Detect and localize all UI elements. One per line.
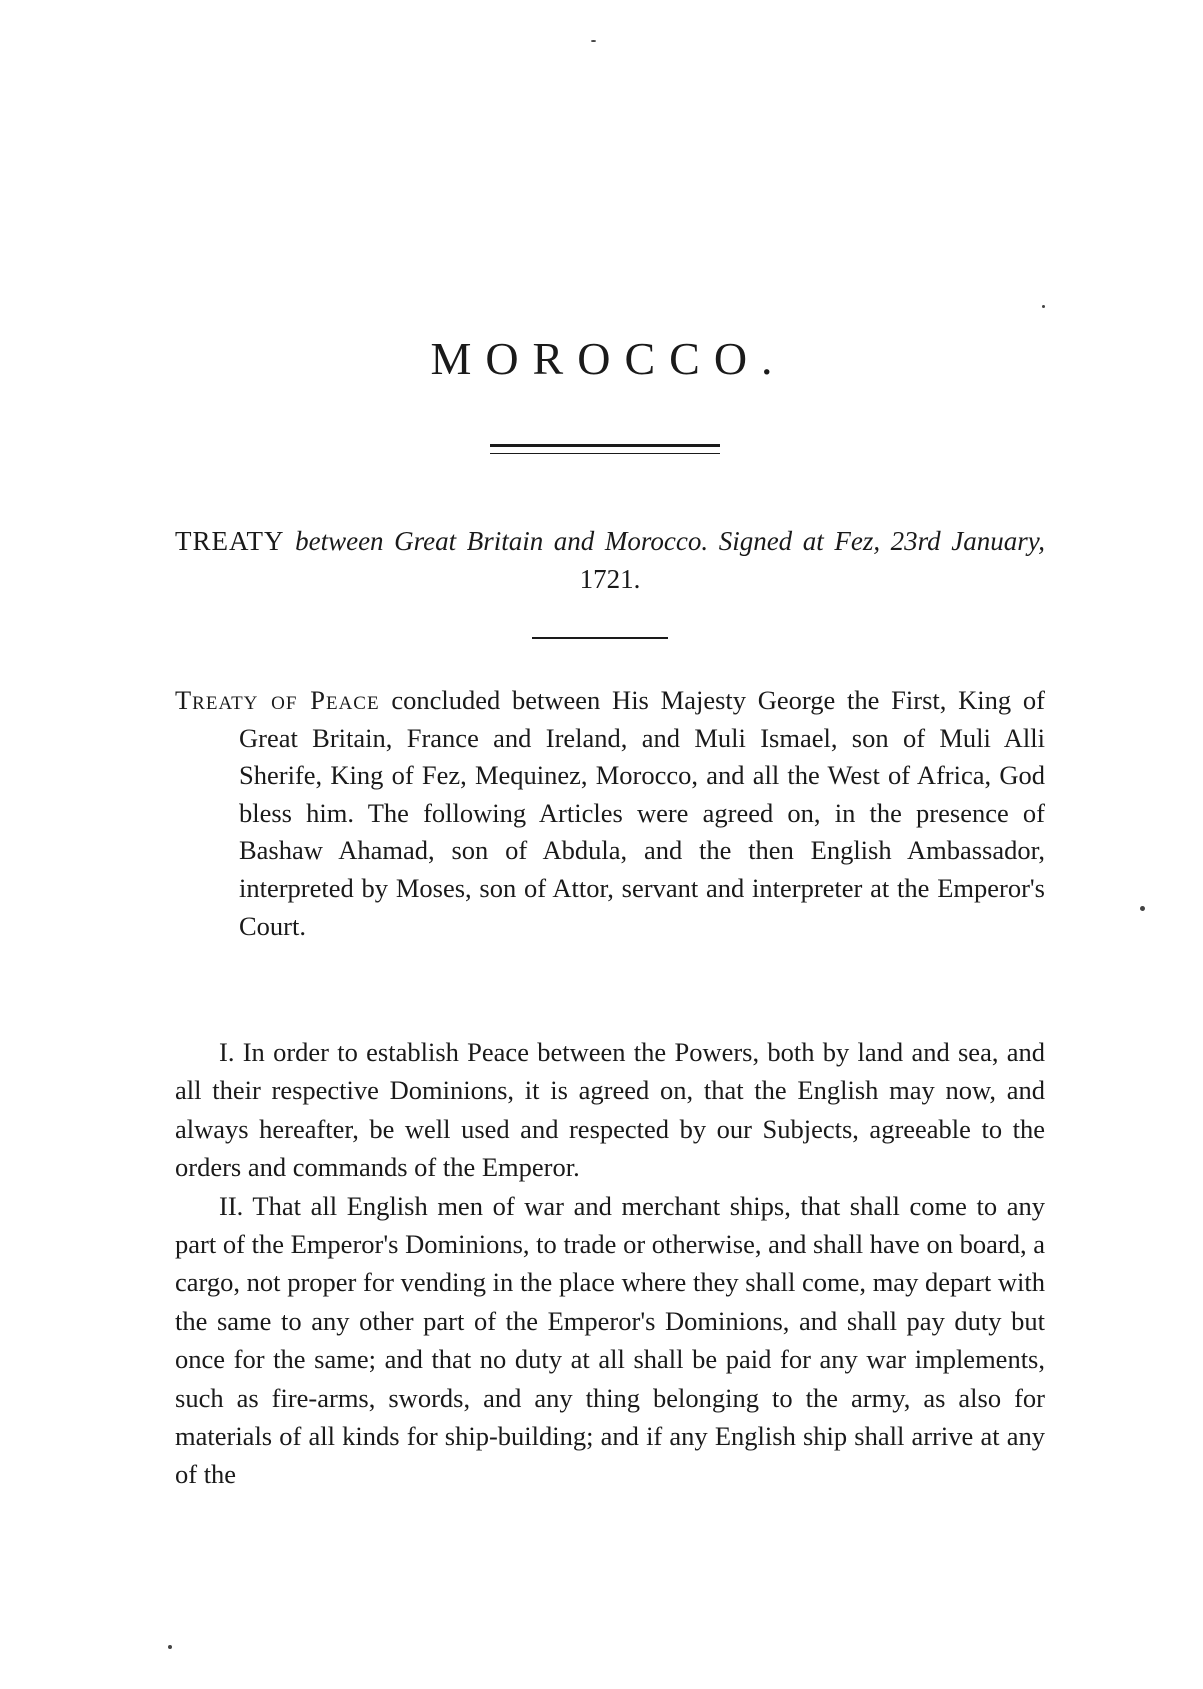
treaty-heading-year: 1721. <box>579 564 641 594</box>
scan-speck <box>591 40 596 42</box>
scan-speck <box>168 1645 172 1649</box>
treaty-heading-lead: TREATY <box>175 526 285 556</box>
articles-section <box>175 1033 1045 1494</box>
article-paragraph: I. In order to establish Peace between the Powers, both by land and sea, and all their respective Dominions, it is agreed on, that the English may now, and always hereafter, be well used and respected by our Subjects, agreeable to the orders and commands of the Emperor. <box>175 1037 1045 1183</box>
scan-speck <box>1042 305 1045 308</box>
page-title: MOROCCO. <box>430 333 787 384</box>
heading-rule <box>532 637 668 639</box>
preamble-paragraph <box>175 682 1045 945</box>
preamble-text: concluded between His Majesty George the First, King of Great Britain, France and Ireland, and Muli Ismael, son of Muli Alli Sherife, King of Fez, Mequinez, Morocco, and all the West of Africa, God bless him. The following Articles were agreed on, in the presence of Bashaw Ahamad, son of Abdula, and the then English Ambassador, interpreted by Moses, son of Attor, servant and interpreter at the Emperor's Court. <box>239 685 1045 941</box>
treaty-heading <box>175 522 1045 598</box>
preamble-lead: Treaty of Peace <box>175 685 380 715</box>
article-paragraph: II. That all English men of war and merchant ships, that shall come to any part of the Emperor's Dominions, to trade or otherwise, and shall have on board, a cargo, not proper for vending in the place where they shall come, may depart with the same to any other part of the Emperor's Dominions, and shall pay duty but once for the same; and that no duty at all shall be paid for any war implements, such as fire-arms, swords, and any thing belonging to the army, as also for materials of all kinds for ship-building; and if any English ship shall arrive at any of the <box>175 1190 1045 1490</box>
treaty-heading-italic: between Great Britain and Morocco. Signed at Fez, 23rd January, <box>295 526 1045 556</box>
scan-speck <box>1140 906 1145 911</box>
title-double-rule <box>490 444 720 454</box>
